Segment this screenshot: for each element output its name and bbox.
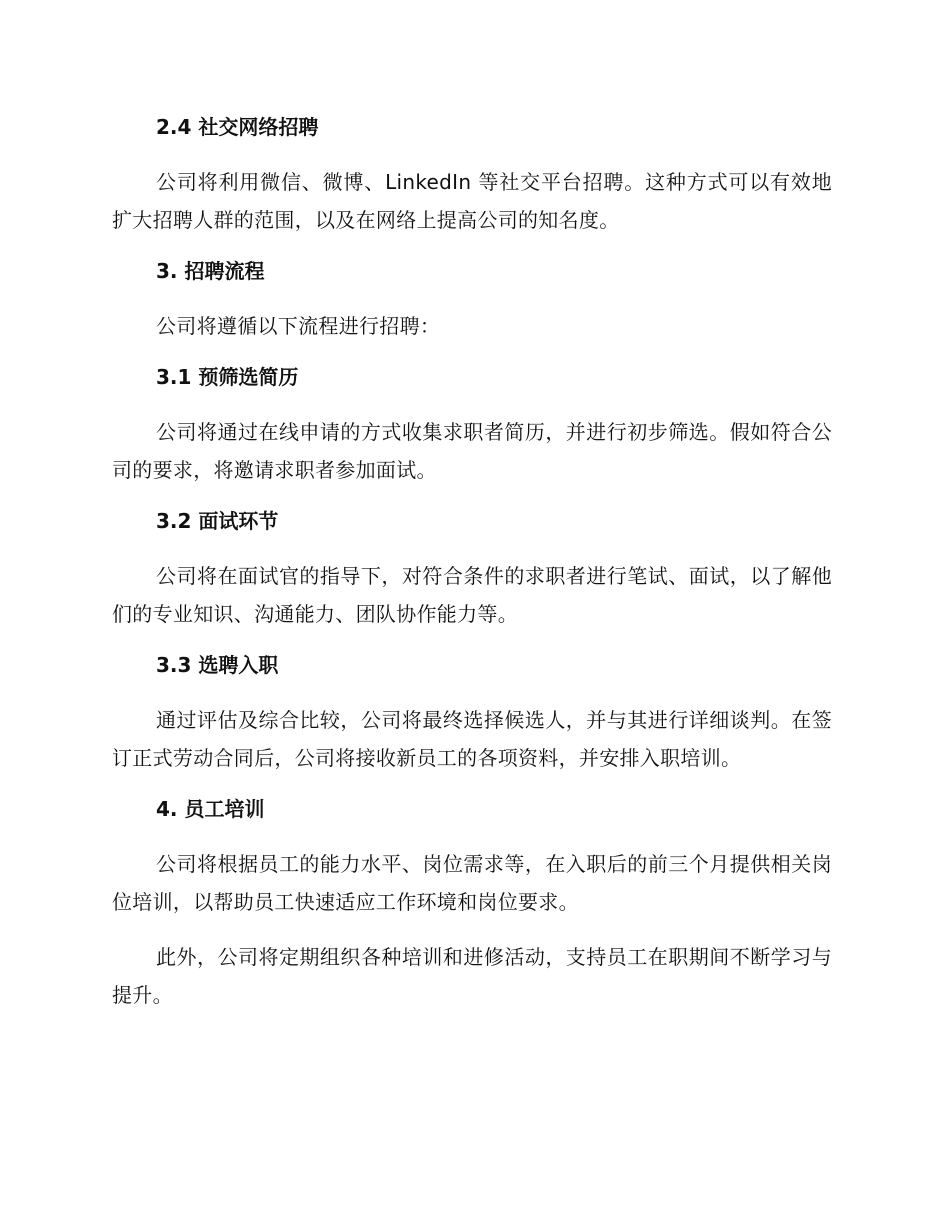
section-heading-3: 3. 招聘流程 bbox=[156, 259, 265, 283]
paragraph-recruiting-process-intro: 公司将遵循以下流程进行招聘： bbox=[156, 314, 441, 338]
paragraph-interview: 公司将在面试官的指导下，对符合条件的求职者进行笔试、面试，以了解他们的专业知识、沟通能力、团队协作能力等。 bbox=[112, 564, 832, 626]
section-heading-4: 4. 员工培训 bbox=[156, 797, 265, 821]
section-heading-3-1: 3.1 预筛选简历 bbox=[156, 365, 299, 389]
section-heading-3-3: 3.3 选聘入职 bbox=[156, 653, 279, 677]
paragraph-training: 公司将根据员工的能力水平、岗位需求等，在入职后的前三个月提供相关岗位培训，以帮助员工快速适应工作环境和岗位要求。 bbox=[112, 852, 832, 914]
paragraph-onboarding: 通过评估及综合比较，公司将最终选择候选人，并与其进行详细谈判。在签订正式劳动合同后，公司将接收新员工的各项资料，并安排入职培训。 bbox=[112, 708, 832, 770]
paragraph-resume-screening: 公司将通过在线申请的方式收集求职者简历，并进行初步筛选。假如符合公司的要求，将邀请求职者参加面试。 bbox=[112, 420, 832, 482]
paragraph-social-recruiting: 公司将利用微信、微博、LinkedIn 等社交平台招聘。这种方式可以有效地扩大招聘人群的范围，以及在网络上提高公司的知名度。 bbox=[112, 170, 832, 232]
section-heading-3-2: 3.2 面试环节 bbox=[156, 509, 279, 533]
paragraph-continuing-education: 此外，公司将定期组织各种培训和进修活动，支持员工在职期间不断学习与提升。 bbox=[112, 945, 832, 1007]
section-heading-2-4: 2.4 社交网络招聘 bbox=[156, 115, 319, 139]
